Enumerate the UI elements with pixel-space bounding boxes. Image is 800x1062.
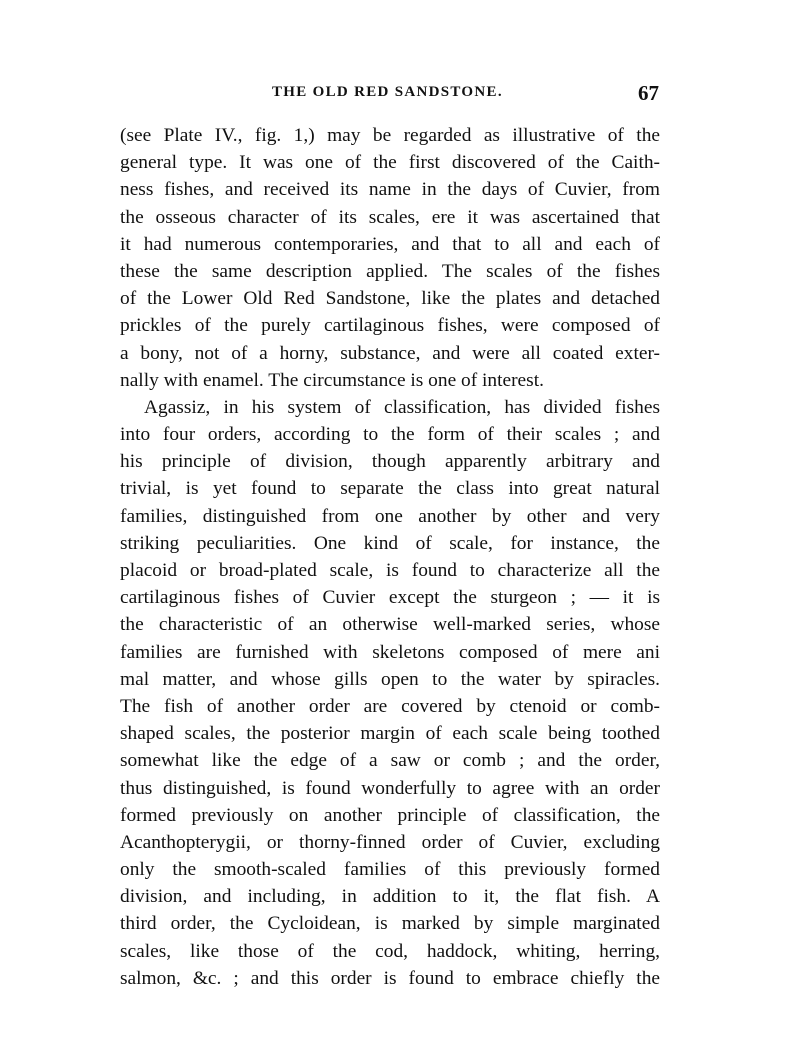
paragraph-2-line: salmon, &c. ; and this order is found to embrace chiefly the (120, 967, 660, 989)
paragraph-1-line: the osseous character of its scales, ere it was ascertained that (120, 206, 660, 228)
paragraph-2-line: Agassiz, in his system of classification, has divided fishes (144, 396, 660, 418)
paragraph-2-line: the characteristic of an otherwise well-marked series, whose (120, 614, 660, 636)
paragraph-2-line: cartilaginous fishes of Cuvier except the sturgeon ; — it is (120, 587, 660, 609)
running-title: THE OLD RED SANDSTONE. (272, 84, 503, 100)
paragraph-2-line: families, distinguished from one another by other and very (120, 505, 660, 527)
paragraph-2-line: somewhat like the edge of a saw or comb ; and the order, (120, 750, 660, 772)
paragraph-2-line: his principle of division, though apparently arbitrary and (120, 451, 660, 473)
paragraph-2-line: striking peculiarities. One kind of scale, for instance, the (120, 532, 660, 554)
paragraph-2-line: scales, like those of the cod, haddock, whiting, herring, (120, 940, 660, 962)
paragraph-1-line: (see Plate IV., fig. 1,) may be regarded as illustrative of the (120, 125, 660, 146)
paragraph-1-line: a bony, not of a horny, substance, and were all coated exter- (120, 342, 660, 364)
paragraph-1-line: prickles of the purely cartilaginous fishes, were composed of (120, 315, 660, 337)
paragraph-1-line: it had numerous contemporaries, and that to all and each of (120, 233, 660, 255)
paragraph-1-line: general type. It was one of the first discovered of the Caith- (120, 152, 660, 174)
paragraph-2-line: thus distinguished, is found wonderfully to agree with an order (120, 777, 660, 799)
paragraph-2-line: formed previously on another principle of classification, the (120, 804, 660, 826)
paragraph-1-line: ness fishes, and received its name in the days of Cuvier, from (120, 179, 660, 201)
paragraph-2-line: mal matter, and whose gills open to the water by spiracles. (120, 668, 660, 690)
paragraph-2-line: The fish of another order are covered by ctenoid or comb- (120, 695, 660, 717)
paragraph-2-line: third order, the Cycloidean, is marked by simple marginated (120, 913, 660, 935)
paragraph-2-line: only the smooth-scaled families of this previously formed (120, 859, 660, 881)
paragraph-2-line: division, and including, in addition to it, the flat fish. A (120, 886, 660, 908)
page-number: 67 (638, 81, 659, 105)
paragraph-1-line: these the same description applied. The scales of the fishes (120, 260, 660, 282)
paragraph-2-line: placoid or broad-plated scale, is found to characterize all the (120, 560, 660, 581)
paragraph-2-line: Acanthopterygii, or thorny-finned order of Cuvier, excluding (120, 831, 660, 853)
paragraph-2-line: families are furnished with skeletons composed of mere ani (120, 641, 660, 663)
paragraph-1-line: of the Lower Old Red Sandstone, like the plates and detached (120, 288, 660, 310)
running-header (0, 81, 800, 108)
paragraph-1-line: nally with enamel. The circumstance is one of interest. (120, 369, 544, 391)
paragraph-2-line: shaped scales, the posterior margin of each scale being toothed (120, 723, 660, 745)
paragraph-2-line: trivial, is yet found to separate the class into great natural (120, 478, 660, 500)
paragraph-2-line: into four orders, according to the form of their scales ; and (120, 424, 660, 446)
body-text (120, 122, 660, 992)
